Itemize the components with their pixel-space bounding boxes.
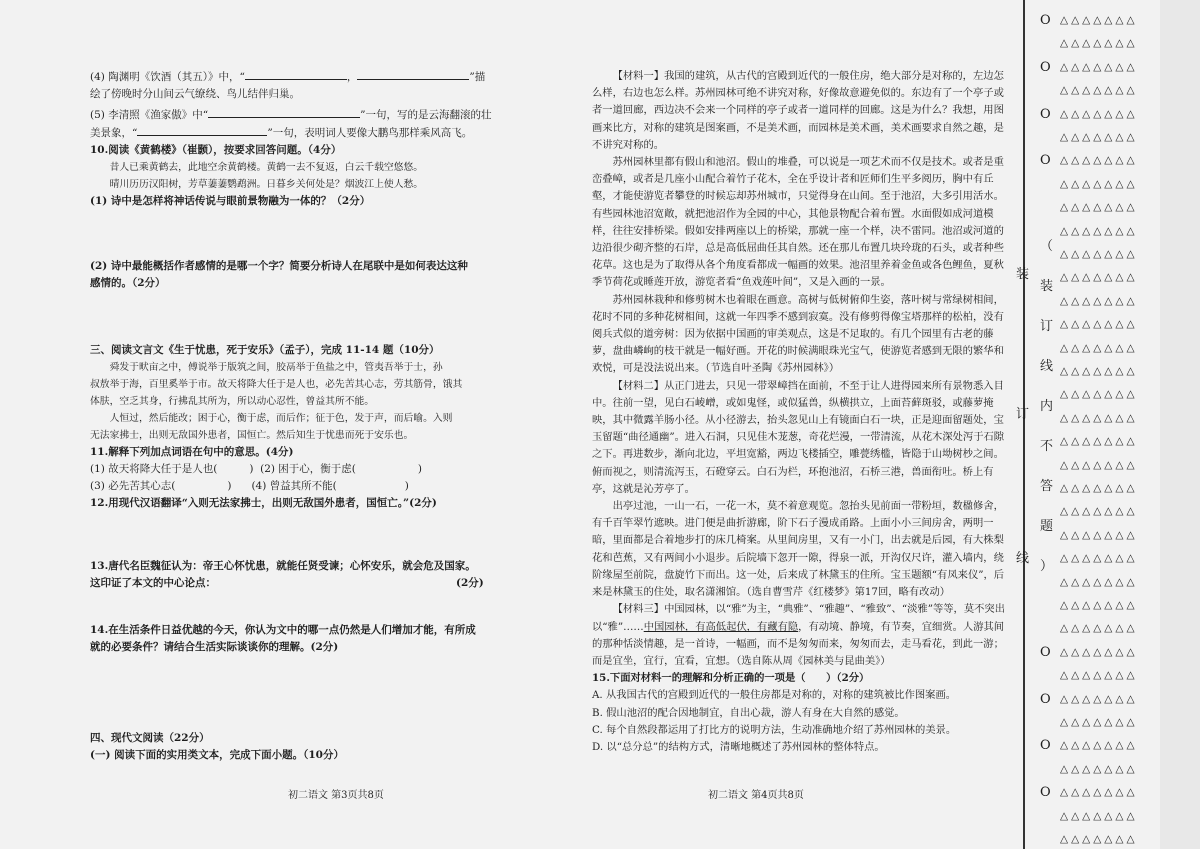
binding-notice-char: 订 bbox=[1040, 319, 1054, 334]
q15-option-c[interactable]: C. 每个自然段都运用了打比方的说明方法，生动准确地介绍了苏州园林的美景。 bbox=[592, 723, 957, 736]
q15-option-a[interactable]: A. 从我国古代的宫殿到近代的一般住房都是对称的，对称的建筑被比作图案画。 bbox=[592, 689, 957, 702]
poem-line: 晴川历历汉阳树，芳草萋萋鹦鹉洲。日暮乡关何处是？烟波江上使人愁。 bbox=[109, 179, 424, 190]
triangle-pattern-row: △△△△△△△ bbox=[1060, 154, 1138, 166]
material-1-para: 苏州园林里都有假山和池沼。假山的堆叠，可以说是一项艺术而不仅是技术。或者是重峦叠嶂，或者是几座小山配合着竹子花木，全在乎设计者和匠师们生平多阅历，胸中有丘壑，才能使游览者攀登的时候忘却苏州城市，只觉得身在山间。至于池沼，大多引用活水。有些园林池沼宽敞，就把池沼作为全园的中心，其他景物配合着布置。水面假如成河道模样，往往安排桥梁。假如安排两座以上的桥梁，那就一座一个样，决不雷同。池沼或河道的边沿很少砌齐整的石岸，总是高低屈曲任其自然。还在那儿布置几块玲珑的石头，或者种些花草。这也是为了取得从各个角度看都成一幅画的效果。池沼里养着金鱼或各色鲤鱼，夏秋季节荷花或睡莲开放，游览者看“鱼戏莲叶间”，又是入画的一景。 bbox=[592, 156, 1004, 289]
binding-notice-char: 答 bbox=[1040, 479, 1054, 494]
binding-label-char: 订 bbox=[1016, 407, 1030, 422]
material-2-para: 【材料二】从正门进去，只见一带翠嶂挡在面前，不至于让人进得园来所有景物悉入目中。往前一望，见白石崚嶒，或如鬼怪，或似猛兽，纵横拱立，上面苔藓斑驳，或藤萝掩映，其中微露羊肠小径。从小径游去，抬头忽见山上有镜面白石一块，正是迎面留题处，宝玉留题“曲径通幽”。进入石洞，只见佳木茏葱，奇花烂漫，一带清流，从花木深处泻于石隙之下。再进数步，渐向北边，平坦宽豁，两边飞楼插空，雕甍绣槛，皆隐于山坳树杪之间。俯而视之，则清流泻玉，石磴穿云。白石为栏，环抱池沼，石桥三港，兽面衔吐。桥上有亭，这就是沁芳亭了。 bbox=[592, 379, 1005, 495]
binding-notice-char: 装 bbox=[1040, 279, 1054, 294]
triangle-pattern-row: △△△△△△△ bbox=[1060, 178, 1138, 190]
binding-hole-circle: O bbox=[1040, 738, 1051, 753]
q15-option-d[interactable]: D. 以“总分总”的结构方式，清晰地概述了苏州园林的整体特点。 bbox=[592, 740, 885, 753]
binding-notice-char: 线 bbox=[1040, 359, 1054, 374]
triangle-pattern-row: △△△△△△△ bbox=[1060, 505, 1138, 517]
triangle-pattern-row: △△△△△△△ bbox=[1060, 833, 1138, 845]
triangle-pattern-row: △△△△△△△ bbox=[1060, 459, 1138, 471]
q11-title: 11.解释下列加点词语在句中的意思。(4分) bbox=[90, 446, 294, 458]
triangle-pattern-row: △△△△△△△ bbox=[1060, 271, 1138, 283]
section-4-sub: (一) 阅读下面的实用类文本，完成下面小题。（10分） bbox=[90, 749, 344, 761]
binding-hole-circle: O bbox=[1040, 13, 1051, 28]
q15-option-b[interactable]: B. 假山池沼的配合因地制宜，自出心裁，游人有身在大自然的感觉。 bbox=[592, 706, 905, 719]
triangle-pattern-row: △△△△△△△ bbox=[1060, 435, 1138, 447]
page-footer: 初二语文 第3页共8页 bbox=[288, 790, 384, 801]
answer-blank[interactable] bbox=[208, 106, 360, 118]
q13: 13.唐代名臣魏征认为：帝王心怀忧患，就能任贤受谏；心怀安乐，就会危及国家。 bbox=[90, 560, 476, 572]
q10-2b: 感情的。（2分） bbox=[90, 277, 166, 289]
triangle-pattern-row: △△△△△△△ bbox=[1060, 716, 1138, 728]
triangle-pattern-row: △△△△△△△ bbox=[1060, 622, 1138, 634]
material-3-para: 【材料三】中国园林，以“雅”为主，“典雅”、“雅趣”、“雅致”、“淡雅”等等，莫不突出以“雅”……中国园林，有高低起伏，有藏有隐，有动境、静境，有节奏，宜细赏。人游其间的那种恬淡情趣，是一首诗，一幅画，而不是匆匆而来，匆匆而去，走马看花，到此一游；而是宜坐，宜行，宜看，宜想。（选自陈从周《园林美与昆曲美》） bbox=[592, 603, 1006, 667]
material-1-para: 苏州园林栽种和修剪树木也着眼在画意。高树与低树俯仰生姿，落叶树与常绿树相间，花时不同的多种花树相间，这就一年四季不感到寂寞。没有修剪得像宝塔那样的松柏，没有阅兵式似的道旁树：因为依据中国画的审美观点，这是不足取的。有几个园里有古老的藤萝，盘曲嶙峋的枝干就是一幅好画。开花的时候满眼珠光宝气，使游览者感到无限的繁华和欢悦，可是没法说出来。（节选自叶圣陶《苏州园林》） bbox=[592, 293, 1004, 375]
binding-hole-circle: O bbox=[1040, 153, 1051, 168]
q5-line: (5) 李清照《渔家傲》中“ ”一句，写的是云海翻滚的壮 bbox=[90, 106, 520, 124]
binding-hole-circle: O bbox=[1040, 60, 1051, 75]
triangle-pattern-row: △△△△△△△ bbox=[1060, 295, 1138, 307]
triangle-pattern-row: △△△△△△△ bbox=[1060, 669, 1138, 681]
q15-title: 15.下面对材料一的理解和分析正确的一项是（ ）（2分） bbox=[592, 672, 870, 685]
q10-2: (2) 诗中最能概括作者感情的是哪一个字？简要分析诗人在尾联中是如何表达这种 bbox=[90, 260, 468, 272]
hatch-edge bbox=[1160, 0, 1200, 849]
binding-notice-char: 题 bbox=[1040, 519, 1054, 534]
answer-space[interactable] bbox=[90, 656, 520, 730]
triangle-pattern-row: △△△△△△△ bbox=[1060, 108, 1138, 120]
triangle-pattern-row: △△△△△△△ bbox=[1060, 739, 1138, 751]
q5-cont: 美景象，“ ”一句，表明词人要像大鹏鸟那样乘风高飞。 bbox=[90, 124, 520, 142]
triangle-pattern-row: △△△△△△△ bbox=[1060, 342, 1138, 354]
classical-text: 舜发于畎亩之中，傅说举于版筑之间，胶鬲举于鱼盐之中，管夷吾举于士，孙 bbox=[109, 362, 443, 373]
binding-notice-char: 不 bbox=[1040, 439, 1054, 454]
q12: 12.用现代汉语翻译“入则无法家拂士，出则无敌国外患者，国恒亡。”(2分) bbox=[90, 497, 437, 509]
triangle-pattern-row: △△△△△△△ bbox=[1060, 201, 1138, 213]
answer-space[interactable] bbox=[90, 592, 520, 622]
triangle-pattern-row: △△△△△△△ bbox=[1060, 529, 1138, 541]
triangle-pattern-row: △△△△△△△ bbox=[1060, 693, 1138, 705]
binding-hole-circle: O bbox=[1040, 785, 1051, 800]
triangle-pattern-row: △△△△△△△ bbox=[1060, 482, 1138, 494]
triangle-pattern-row: △△△△△△△ bbox=[1060, 786, 1138, 798]
answer-space[interactable] bbox=[90, 512, 520, 558]
triangle-pattern-row: △△△△△△△ bbox=[1060, 388, 1138, 400]
triangle-pattern-row: △△△△△△△ bbox=[1060, 646, 1138, 658]
answer-blank[interactable] bbox=[137, 124, 267, 136]
q10-title: 10.阅读《黄鹤楼》（崔颢），按要求回答问题。（4分） bbox=[90, 144, 342, 156]
answer-blank[interactable] bbox=[245, 68, 347, 80]
binding-notice-char: ） bbox=[1040, 559, 1054, 574]
q13b: 这印证了本文的中心论点： (2分) bbox=[90, 577, 484, 589]
triangle-pattern-row: △△△△△△△ bbox=[1060, 576, 1138, 588]
triangle-pattern-row: △△△△△△△ bbox=[1060, 763, 1138, 775]
classical-text: 无法家拂士，出则无敌国外患者，国恒亡。然后知生于忧患而死于安乐也。 bbox=[90, 430, 414, 441]
q4-line: (4) 陶渊明《饮酒（其五）》中，“ ， ”描 bbox=[90, 68, 520, 86]
triangle-pattern-row: △△△△△△△ bbox=[1060, 84, 1138, 96]
answer-blank[interactable] bbox=[357, 68, 469, 80]
binding-notice-char: （ bbox=[1040, 239, 1054, 254]
triangle-pattern-row: △△△△△△△ bbox=[1060, 365, 1138, 377]
q11-row: (1) 故天将降大任于是人也( ) (2) 困于心，衡于虑( ) bbox=[90, 463, 423, 475]
answer-space[interactable] bbox=[90, 210, 520, 258]
binding-notice-char: 内 bbox=[1040, 399, 1054, 414]
triangle-pattern-row: △△△△△△△ bbox=[1060, 225, 1138, 237]
binding-hole-circle: O bbox=[1040, 692, 1051, 707]
triangle-pattern-row: △△△△△△△ bbox=[1060, 318, 1138, 330]
q4-cont: 绘了傍晚时分山间云气缭绕、鸟儿结伴归巢。 bbox=[90, 88, 300, 100]
left-column bbox=[90, 68, 520, 764]
page-footer: 初二语文 第4页共8页 bbox=[708, 790, 804, 801]
triangle-pattern-row: △△△△△△△ bbox=[1060, 412, 1138, 424]
answer-space[interactable] bbox=[90, 292, 520, 342]
binding-line bbox=[1023, 0, 1025, 849]
q14: 14.在生活条件日益优越的今天，你认为文中的哪一点仍然是人们增加才能，有所成 bbox=[90, 624, 476, 636]
triangle-pattern-row: △△△△△△△ bbox=[1060, 131, 1138, 143]
poem-line: 昔人已乘黄鹤去，此地空余黄鹤楼。黄鹤一去不复返，白云千载空悠悠。 bbox=[109, 162, 424, 173]
q10-1: (1) 诗中是怎样将神话传说与眼前景物融为一体的？（2分） bbox=[90, 195, 371, 207]
triangle-pattern-row: △△△△△△△ bbox=[1060, 248, 1138, 260]
right-column bbox=[592, 68, 1012, 756]
classical-text: 人恒过，然后能改；困于心，衡于虑，而后作；征于色，发于声，而后喻。入则 bbox=[109, 413, 453, 424]
q14b: 就的必要条件？请结合生活实际谈谈你的理解。(2分) bbox=[90, 641, 339, 653]
binding-hole-circle: O bbox=[1040, 645, 1051, 660]
binding-hole-circle: O bbox=[1040, 107, 1051, 122]
classical-text: 体肤，空乏其身，行拂乱其所为，所以动心忍性，曾益其所不能。 bbox=[90, 396, 375, 407]
q11-row: (3) 必先苦其心志( ) (4) 曾益其所不能( ) bbox=[90, 480, 409, 492]
section-3-title: 三、阅读文言文《生于忧患，死于安乐》（孟子），完成 11-14 题（10分） bbox=[90, 344, 440, 356]
triangle-pattern-row: △△△△△△△ bbox=[1060, 61, 1138, 73]
classical-text: 叔敖举于海，百里奚举于市。故天将降大任于是人也，必先苦其心志，劳其筋骨，饿其 bbox=[90, 379, 463, 390]
triangle-pattern-row: △△△△△△△ bbox=[1060, 37, 1138, 49]
material-1-para: 【材料一】我国的建筑，从古代的宫殿到近代的一般住房，绝大部分是对称的，左边怎么样，右边也怎么样。苏州园林可绝不讲究对称，好像故意避免似的。东边有了一个亭子或者一道回廊，西边决不会来一个同样的亭子或者一道同样的回廊。这是为什么？我想，用图画来比方，对称的建筑是图案画，不是美术画，而园林是美术画，美术画要求自然之趣，是不讲究对称的。 bbox=[592, 70, 1004, 151]
binding-label-char: 装 bbox=[1016, 267, 1030, 282]
triangle-pattern-row: △△△△△△△ bbox=[1060, 810, 1138, 822]
binding-label-char: 线 bbox=[1016, 551, 1030, 566]
triangle-pattern-row: △△△△△△△ bbox=[1060, 599, 1138, 611]
triangle-pattern-row: △△△△△△△ bbox=[1060, 552, 1138, 564]
material-2-para: 出亭过池，一山一石，一花一木，莫不着意观览。忽抬头见前面一带粉垣，数楹修舍，有千百竿翠竹遮映。进门便是曲折游廊，阶下石子漫成甬路。上面小小三间房舍，两明一暗，里面都是合着地步打的床几椅案。从里间房里，又有一小门，出去就是后园，有大株梨花和芭蕉，又有两间小小退步。后院墙下忽开一隙，得泉一派，开沟仅尺许，灌入墙内，绕阶缘屋至前院，盘旋竹下而出。这一处，后来成了林黛玉的住所。宝玉题额“有凤来仪”，后来是林黛玉的住处，取名潇湘馆。（选自曹雪芹《红楼梦》第17回，略有改动） bbox=[592, 500, 1005, 599]
section-4-title: 四、现代文阅读（22分） bbox=[90, 732, 210, 744]
triangle-pattern-row: △△△△△△△ bbox=[1060, 14, 1138, 26]
